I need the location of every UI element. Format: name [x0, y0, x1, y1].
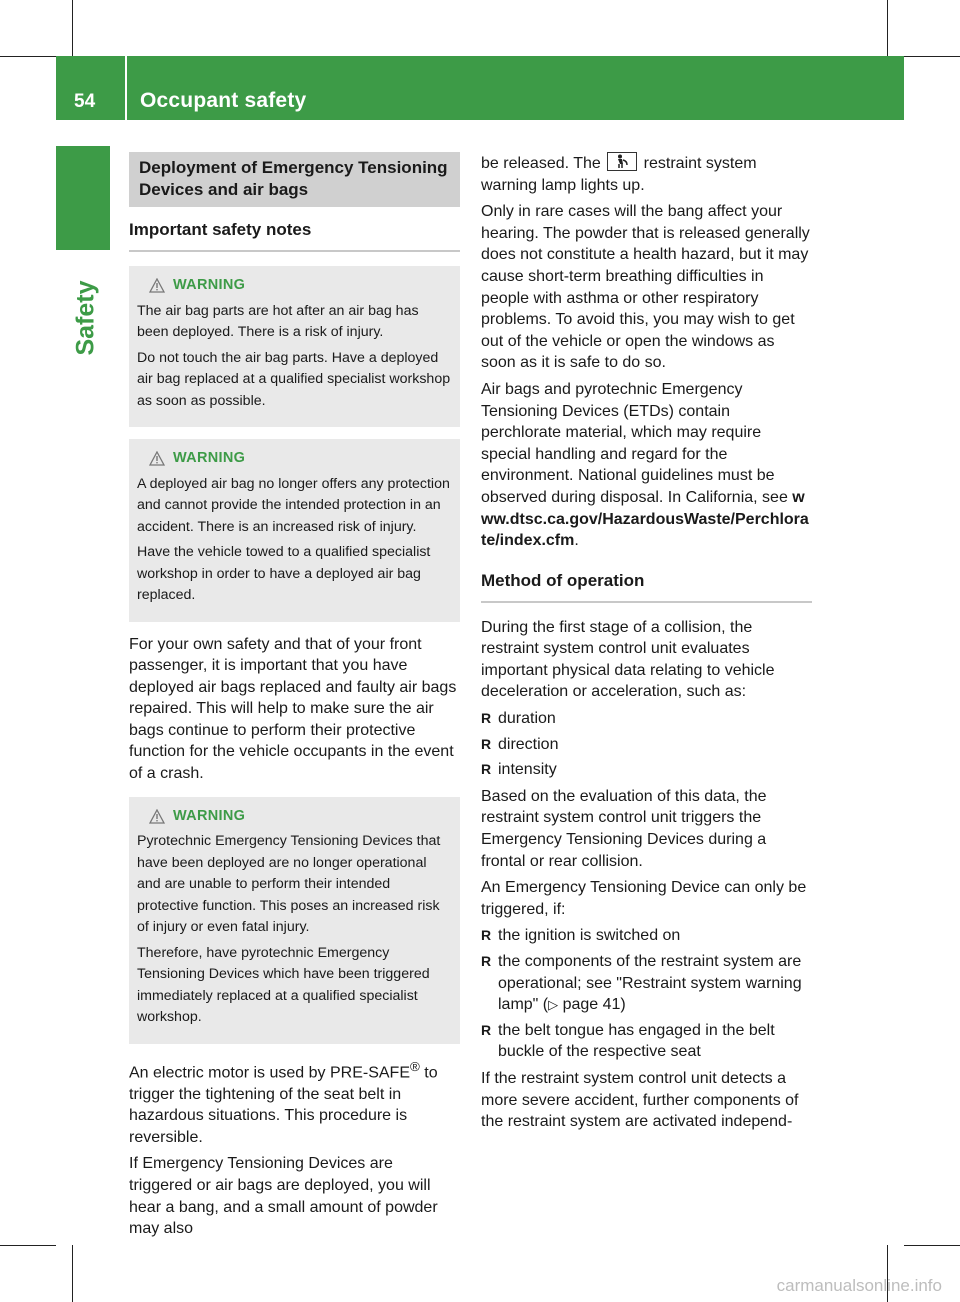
subheading-safety-notes: Important safety notes	[129, 219, 460, 252]
body-paragraph: For your own safety and that of your front passenger, it is important that you have deployed air bags replaced and faulty air bags repaired. This will help to make sure the air bags continue to perform their protective function for the vehicle occupants in the event of a crash.	[129, 635, 457, 783]
bullet-list	[481, 925, 812, 1063]
list-item: R duration	[481, 708, 812, 730]
dtsc-link[interactable]: www.dtsc.ca.gov/HazardousWaste/Perchlorate/index.cfm	[481, 488, 809, 550]
warning-header	[149, 448, 452, 470]
crop-mark	[904, 1245, 960, 1246]
page-reference[interactable]: page 41)	[558, 996, 626, 1014]
text-run: .	[574, 532, 579, 550]
section-heading: Deployment of Emergency Tensioning Devices and air bags	[129, 152, 460, 207]
body-paragraph	[481, 152, 812, 196]
warning-triangle-icon	[149, 809, 165, 824]
chapter-tab-block	[56, 146, 110, 250]
crop-mark	[72, 1245, 73, 1302]
warning-text: Have the vehicle towed to a qualified specialist workshop in order to have a deployed air bag replaced.	[137, 544, 431, 603]
list-item: R direction	[481, 734, 812, 756]
body-paragraph: During the first stage of a collision, the restraint system control unit evaluates important physical data relating to vehicle deceleration or acceleration, such as:	[481, 618, 775, 701]
warning-text: The air bag parts are hot after an air bag has been deployed. There is a risk of injury.	[137, 302, 419, 340]
text-run: be released. The	[481, 155, 606, 172]
warning-title: WARNING	[173, 450, 246, 466]
crop-mark	[0, 1245, 56, 1246]
warning-text: Do not touch the air bag parts. Have a deployed air bag replaced at a qualified specialist workshop as soon as possible.	[137, 349, 451, 409]
body-paragraph: Based on the evaluation of this data, the restraint system control unit triggers the Emergency Tensioning Devices during a frontal or rear collision.	[481, 787, 767, 870]
page-title: Occupant safety	[140, 89, 307, 112]
chapter-label: Safety	[71, 280, 100, 356]
warning-triangle-icon	[149, 278, 165, 293]
crop-mark	[0, 56, 56, 57]
warning-text: A deployed air bag no longer offers any protection and cannot provide the intended protection in an accident. There is an increased risk of injury.	[137, 475, 450, 535]
bullet-list	[481, 708, 812, 781]
list-item: R the ignition is switched on	[481, 925, 812, 947]
warning-box	[129, 266, 460, 427]
text-run: to trigger the tightening of the seat belt in hazardous situations. This procedure is reversible.	[129, 1063, 438, 1146]
body-paragraph	[129, 1056, 460, 1149]
crop-mark	[72, 0, 73, 56]
text-run: An electric motor is used by PRE-SAFE	[129, 1063, 410, 1081]
body-paragraph: Only in rare cases will the bang affect your hearing. The powder that is released generally does not constitute a health hazard, but it may cause short-term breathing difficulties in people with asthma or other respiratory problems. To avoid this, you may wish to get out of the vehicle or open the windows as soon as it is safe to do so.	[481, 203, 810, 372]
text-run: the components of the restraint system are operational; see "Restraint system warning lamp" (	[498, 953, 802, 1014]
warning-header	[149, 806, 452, 828]
body-paragraph	[481, 379, 812, 552]
crop-mark	[904, 56, 960, 57]
restraint-system-warning-lamp-icon	[607, 152, 637, 171]
body-paragraph: If Emergency Tensioning Devices are triggered or air bags are deployed, you will hear a bang, and a small amount of powder may also	[129, 1155, 438, 1238]
warning-triangle-icon	[149, 451, 165, 466]
page-ref-arrow: ▷	[548, 997, 559, 1013]
registered-mark: ®	[409, 1058, 420, 1074]
site-watermark: carmanualsonline.info	[776, 1276, 942, 1295]
subheading-method: Method of operation	[481, 570, 812, 603]
left-column	[129, 152, 460, 1245]
list-item	[481, 951, 812, 1016]
crop-mark	[887, 0, 888, 56]
warning-title: WARNING	[173, 807, 246, 824]
right-column	[481, 152, 812, 1138]
body-paragraph: If the restraint system control unit detects a more severe accident, further components of the restraint system are activated independ-	[481, 1069, 799, 1131]
warning-title: WARNING	[173, 277, 246, 293]
warning-box	[129, 439, 460, 622]
warning-box	[129, 797, 460, 1044]
text-run: Air bags and pyrotechnic Emergency Tensioning Devices (ETDs) contain perchlorate material, which may require special handling and regard for the environment. National guidelines must be observed during disposal. In California, see	[481, 380, 793, 506]
page-number: 54	[74, 91, 96, 112]
text-run: restraint system warning lamp lights up.	[481, 155, 757, 194]
list-item: R the belt tongue has engaged in the belt buckle of the respective seat	[481, 1020, 812, 1063]
warning-text: Therefore, have pyrotechnic Emergency Tensioning Devices which have been triggered immediately replaced at a qualified specialist workshop.	[137, 944, 430, 1026]
warning-text: Pyrotechnic Emergency Tensioning Devices that have been deployed are no longer operational and are unable to perform their intended protective function. This poses an increased risk of injury or even fatal injury.	[137, 833, 441, 936]
list-item: R intensity	[481, 759, 812, 781]
warning-header	[149, 275, 452, 297]
body-paragraph: An Emergency Tensioning Device can only be triggered, if:	[481, 879, 807, 918]
header-divider	[125, 56, 127, 120]
